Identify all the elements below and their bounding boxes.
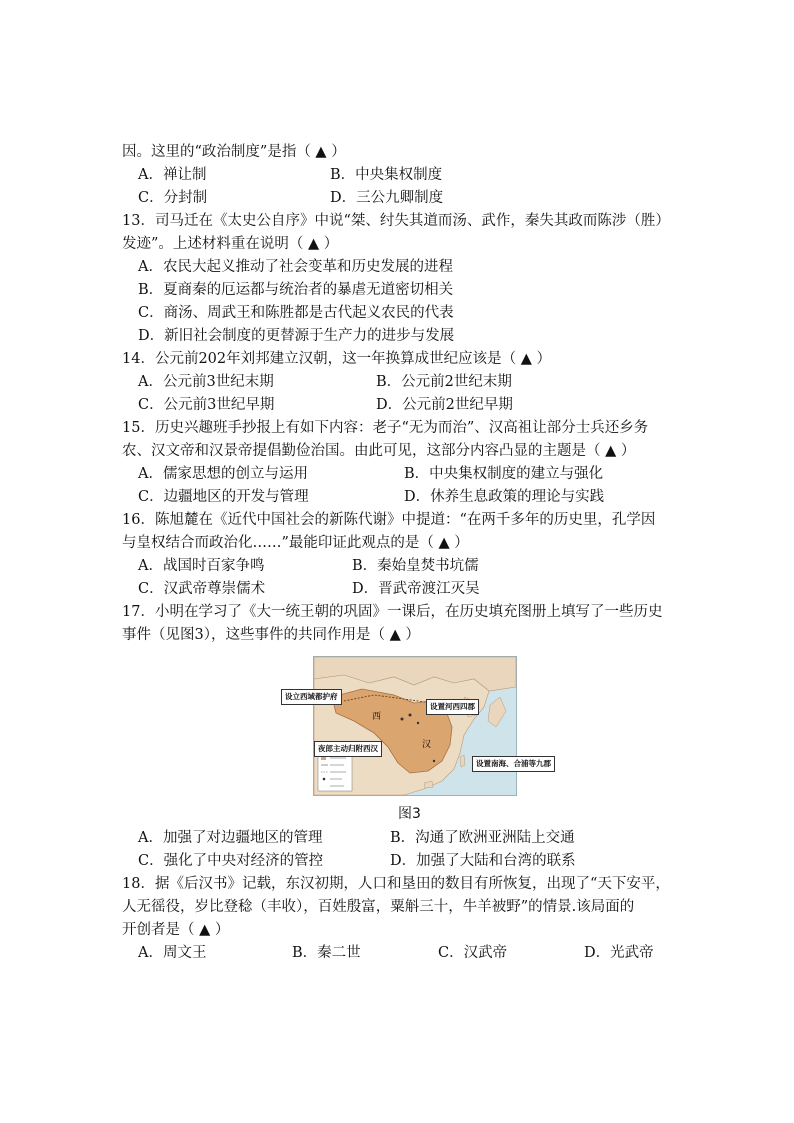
q17-option-d: D．加强了大陆和台湾的联系 <box>390 853 576 869</box>
map-label-western-regions: 设立西域都护府 <box>281 689 342 705</box>
q13-stem-line2: 发迹”。上述材料重在说明（ ▲ ） <box>122 236 339 252</box>
map-char-han: 汉 <box>422 740 432 750</box>
q17-option-b: B．沟通了欧洲亚洲陆上交通 <box>390 830 575 846</box>
map-label-nanhai: 设置南海、合浦等九郡 <box>472 756 555 772</box>
q13-option-c: C．商汤、周武王和陈胜都是古代起义农民的代表 <box>138 305 454 321</box>
q13-stem-line1: 13．司马迁在《太史公自序》中说“桀、纣失其道而汤、武作，秦失其政而陈涉（胜） <box>122 213 670 229</box>
q15-stem-line1: 15．历史兴趣班手抄报上有如下内容：老子“无为而治”、汉高祖让部分士兵还乡务 <box>122 420 649 436</box>
q12-option-b: B．中央集权制度 <box>330 167 443 183</box>
q12-option-a: A．禅让制 <box>138 167 207 183</box>
q15-option-d: D．休养生息政策的理论与实践 <box>404 489 605 505</box>
q18-stem-line2: 人无徭役，岁比登稔（丰收），百姓殷富，粟斛三十，牛羊被野”的情景.该局面的 <box>122 899 635 915</box>
q12-option-d: D．三公九卿制度 <box>330 190 444 206</box>
q16-option-d: D．晋武帝渡江灭吴 <box>352 581 480 597</box>
q16-option-c: C．汉武帝尊崇儒术 <box>138 581 266 597</box>
q14-option-c: C．公元前3世纪早期 <box>138 397 275 413</box>
q18-option-c: C．汉武帝 <box>438 945 508 961</box>
q15-option-c: C．边疆地区的开发与管理 <box>138 489 309 505</box>
q16-option-a: A．战国时百家争鸣 <box>138 558 265 574</box>
q14-option-b: B．公元前2世纪末期 <box>376 374 512 390</box>
q18-stem-line3: 开创者是（ ▲ ） <box>122 922 230 938</box>
q14-option-a: A．公元前3世纪末期 <box>138 374 274 390</box>
q18-option-a: A．周文王 <box>138 945 207 961</box>
han-dynasty-map <box>285 656 551 796</box>
q18-stem-line1: 18．据《后汉书》记载，东汉初期，人口和垦田的数目有所恢复，出现了“天下安平， <box>122 876 670 892</box>
q17-stem-line1: 17．小明在学习了《大一统王朝的巩固》一课后，在历史填充图册上填写了一些历史 <box>122 604 663 620</box>
q14-option-d: D．公元前2世纪早期 <box>376 397 513 413</box>
q13-option-d: D．新旧社会制度的更替源于生产力的进步与发展 <box>138 328 455 344</box>
figure-caption: 图3 <box>398 806 421 822</box>
q15-option-a: A．儒家思想的创立与运用 <box>138 466 308 482</box>
q16-stem-line1: 16．陈旭麓在《近代中国社会的新陈代谢》中提道：“在两千多年的历史里，孔学因 <box>122 512 656 528</box>
q17-stem-line2: 事件（见图3），这些事件的共同作用是（ ▲ ） <box>122 627 420 643</box>
map-graphic <box>314 657 516 795</box>
q17-option-a: A．加强了对边疆地区的管理 <box>138 830 323 846</box>
q12-stem: 因。这里的“政治制度”是指（ ▲ ） <box>122 144 346 160</box>
q13-option-a: A．农民大起义推动了社会变革和历史发展的进程 <box>138 259 453 275</box>
map-char-xi: 西 <box>372 712 382 722</box>
q16-stem-line2: 与皇权结合而政治化……”最能印证此观点的是（ ▲ ） <box>122 535 469 551</box>
q13-option-b: B．夏商秦的厄运都与统治者的暴虐无道密切相关 <box>138 282 454 298</box>
q16-option-b: B．秦始皇焚书坑儒 <box>352 558 479 574</box>
q12-option-c: C．分封制 <box>138 190 208 206</box>
map-label-yelang: 夜郎主动归附西汉 <box>314 741 382 757</box>
map-label-hexi: 设置河西四郡 <box>426 699 479 715</box>
q18-option-d: D．光武帝 <box>584 945 654 961</box>
q18-option-b: B．秦二世 <box>292 945 361 961</box>
q15-option-b: B．中央集权制度的建立与强化 <box>404 466 604 482</box>
q17-option-c: C．强化了中央对经济的管控 <box>138 853 324 869</box>
q14-stem: 14．公元前202年刘邦建立汉朝，这一年换算成世纪应该是（ ▲ ） <box>122 351 551 367</box>
q15-stem-line2: 农、汉文帝和汉景帝提倡勤俭治国。由此可见，这部分内容凸显的主题是（ ▲ ） <box>122 443 636 459</box>
